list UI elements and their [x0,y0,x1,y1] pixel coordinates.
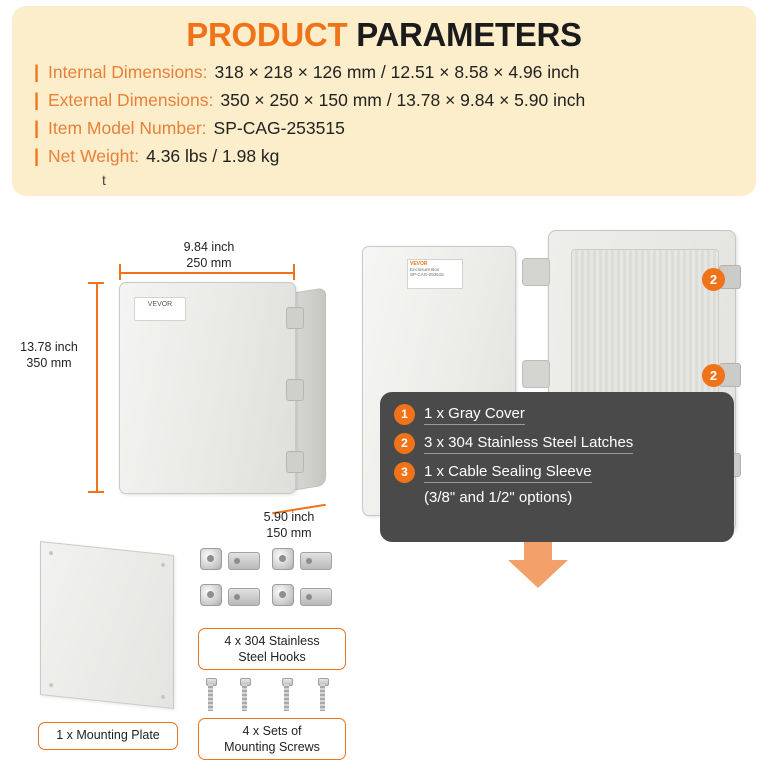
screw-icon [206,678,215,712]
product-parameters-panel [12,6,756,196]
hook-bracket-icon [228,552,260,570]
width-tick-right [293,264,295,280]
sticker-line-3: SP-CAG-253515 [410,272,444,277]
sticker-line-2: Enclosure Box [410,267,440,272]
width-rule [119,272,294,274]
caption-mounting-plate: 1 x Mounting Plate [38,722,178,750]
latch-icon [286,307,304,329]
caption-screws-line1: 4 x Sets of [242,724,302,738]
brand-label-text: VEVOR [147,301,173,308]
stray-character: t [102,172,106,188]
screw-icon [240,678,249,712]
spec-label: External Dimensions: [48,90,214,110]
spec-value: 318 × 218 × 126 mm / 12.51 × 8.58 × 4.96 inch [214,62,580,82]
hinge-icon [522,258,550,286]
hook-bracket-icon [300,552,332,570]
hook-bracket-icon [228,588,260,606]
mounting-plate [40,541,174,709]
legend-label: 1 x Cable Sealing Sleeve [424,463,592,483]
contents-legend [380,392,734,542]
spec-row-internal-dimensions [34,62,756,90]
callout-badge-latch: 2 [702,364,725,387]
width-tick-left [119,264,121,280]
depth-mm: 150 mm [266,525,312,540]
enclosure-closed [119,282,296,494]
plate-hole [49,683,53,687]
legend-item-cover [394,404,720,425]
legend-badge: 1 [394,404,415,425]
height-tick-top [88,282,104,284]
caption-hooks [198,628,346,670]
spec-row-item-model-number [34,118,756,146]
height-inch: 13.78 inch [20,340,78,354]
legend-sublabel: (3/8" and 1/2" options) [424,489,573,506]
width-dimension-text [154,240,264,271]
caption-screws [198,718,346,760]
hook-bracket-icon [300,588,332,606]
latch-icon [286,451,304,473]
dimension-drawing [20,220,344,540]
hook-nut-icon [200,548,230,572]
height-tick-bottom [88,491,104,493]
spec-label: Net Weight: [48,146,140,166]
spec-value: SP-CAG-253515 [213,118,345,138]
legend-item-sleeve [394,462,720,483]
hook-nut-icon [272,548,302,572]
plate-hole [161,695,165,699]
plate-hole [49,551,53,555]
spec-list [12,62,756,174]
caption-screws-line2: Mounting Screws [224,739,320,754]
spec-label: Item Model Number: [48,118,207,138]
sticker-line-1: VEVOR [410,261,428,267]
legend-badge: 2 [394,433,415,454]
product-sticker [407,259,463,289]
hinge-icon [522,360,550,388]
spec-value: 350 × 250 × 150 mm / 13.78 × 9.84 × 5.90 inch [220,90,586,110]
brand-label [134,297,186,321]
depth-dimension-text [244,510,334,541]
page-title-rest: PARAMETERS [356,16,582,53]
plate-hole [161,563,165,567]
caption-hooks-line1: 4 x 304 Stainless [224,634,320,648]
height-dimension-text [14,340,84,371]
screw-icon [282,678,291,712]
latch-icon [286,379,304,401]
spec-row-external-dimensions [34,90,756,118]
height-rule [96,282,98,492]
screw-icon [318,678,327,712]
spec-value: 4.36 lbs / 1.98 kg [146,146,280,166]
legend-item-latches [394,433,720,454]
bullet-icon: | [34,146,40,166]
height-mm: 350 mm [26,355,72,370]
legend-label: 3 x 304 Stainless Steel Latches [424,434,633,454]
legend-label: 1 x Gray Cover [424,405,525,425]
hook-nut-icon [200,584,230,608]
bullet-icon: | [34,90,40,110]
hook-nut-icon [272,584,302,608]
bullet-icon: | [34,118,40,138]
legend-badge: 3 [394,462,415,483]
bullet-icon: | [34,62,40,82]
page-title [12,6,756,54]
spec-row-net-weight [34,146,756,174]
width-inch: 9.84 inch [183,240,235,254]
page-title-strong: PRODUCT [186,16,348,53]
depth-inch: 5.90 inch [263,510,315,524]
caption-hooks-line2: Steel Hooks [238,649,306,664]
callout-badge-latch: 2 [702,268,725,291]
width-mm: 250 mm [186,255,232,270]
spec-label: Internal Dimensions: [48,62,208,82]
